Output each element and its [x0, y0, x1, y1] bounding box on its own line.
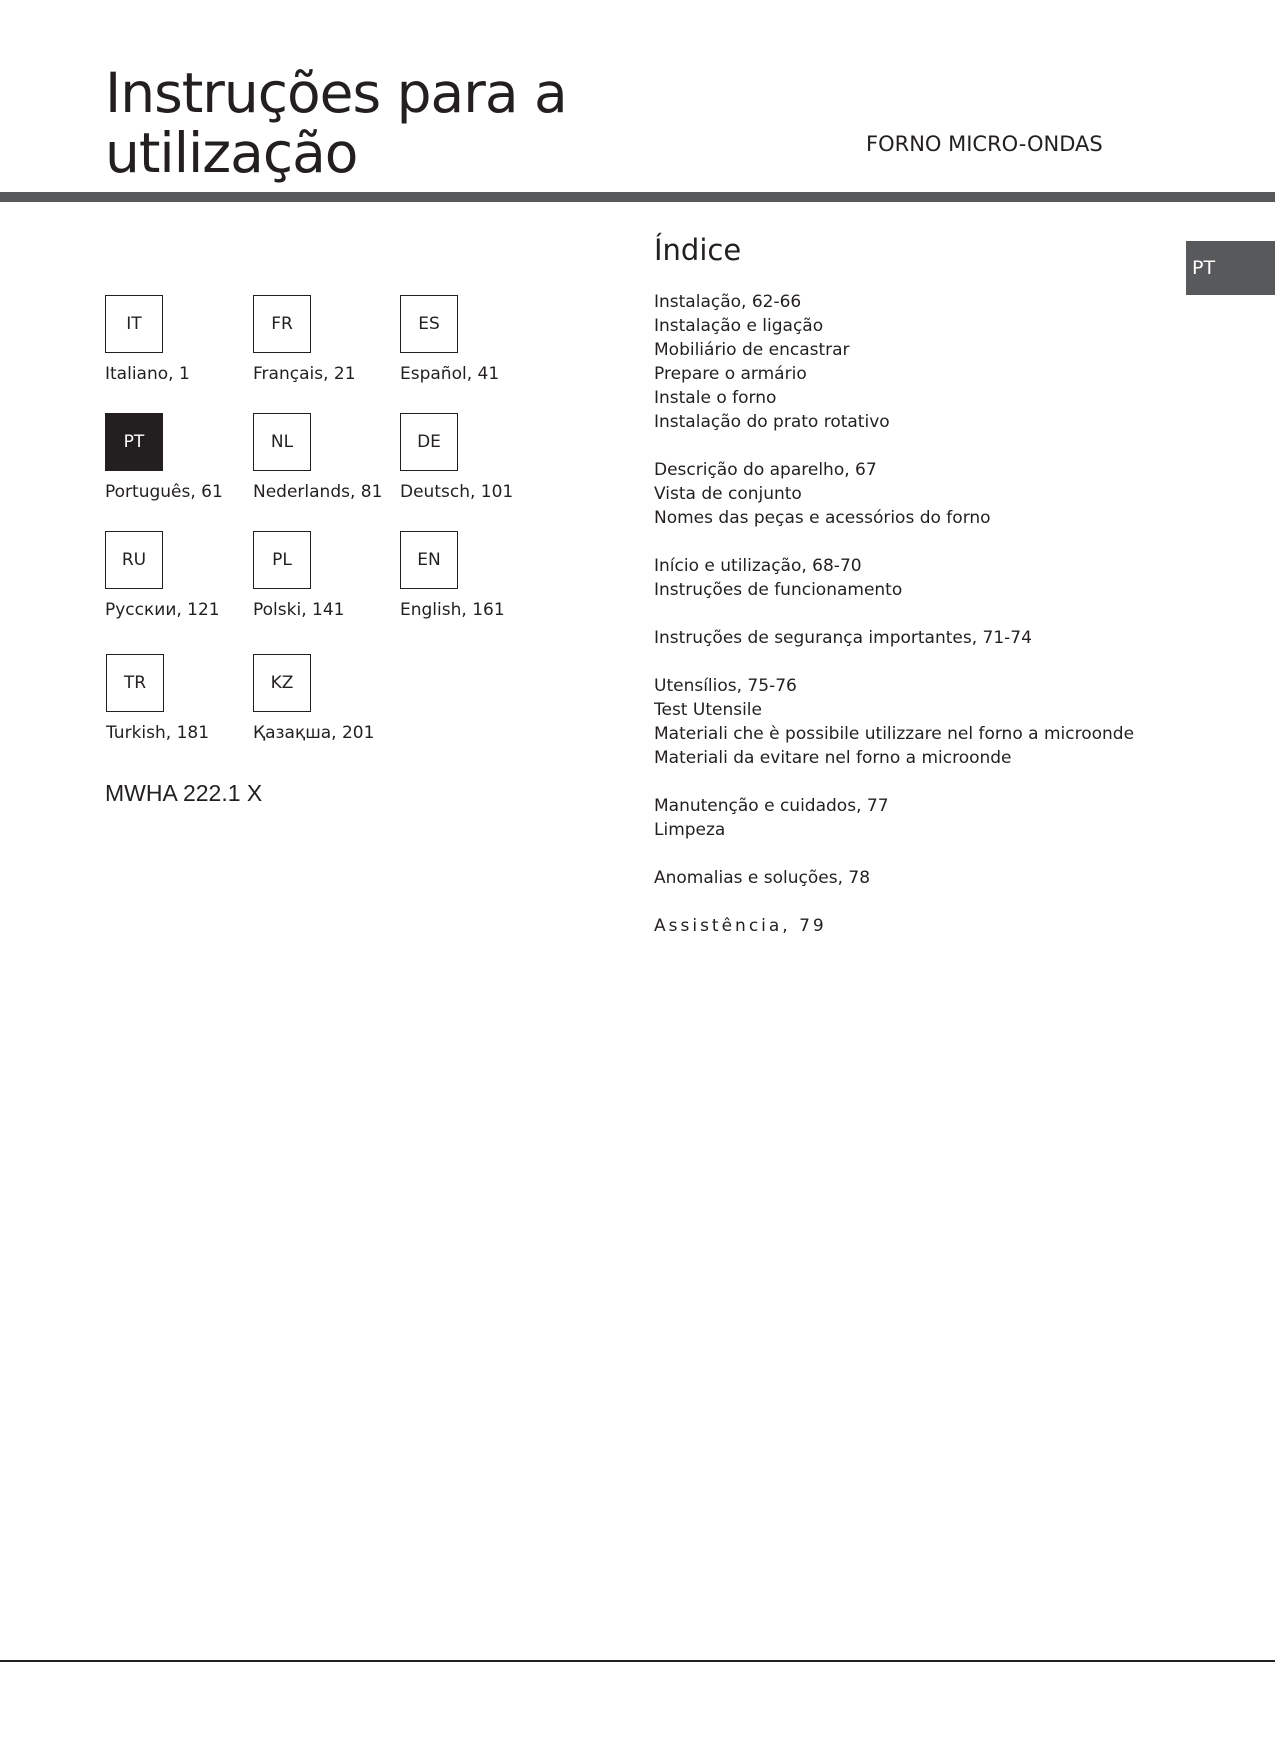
- toc-section-safety: [654, 626, 1214, 650]
- language-item-pl[interactable]: [253, 531, 403, 620]
- language-item-kz[interactable]: [253, 654, 403, 743]
- toc-entry[interactable]: Instalação e ligação: [654, 316, 824, 336]
- language-code-box[interactable]: PL: [253, 531, 311, 589]
- title-line-1: Instruções para a: [105, 61, 567, 125]
- table-of-contents: [654, 290, 1214, 962]
- language-tab: PT: [1186, 241, 1275, 295]
- language-code-box[interactable]: TR: [106, 654, 164, 712]
- language-item-it[interactable]: [105, 295, 255, 384]
- language-label[interactable]: Español, 41: [400, 364, 500, 384]
- language-label[interactable]: Русскии, 121: [105, 600, 220, 620]
- toc-section-description: [654, 458, 1214, 530]
- language-code-box-active[interactable]: PT: [105, 413, 163, 471]
- toc-section-assistance: [654, 914, 1214, 938]
- toc-section-utensils: [654, 674, 1214, 770]
- language-label[interactable]: Қазақша, 201: [253, 723, 375, 743]
- language-code-box[interactable]: DE: [400, 413, 458, 471]
- toc-entry[interactable]: Limpeza: [654, 820, 726, 840]
- toc-entry[interactable]: Assistência, 79: [654, 916, 827, 936]
- toc-section-maintenance: [654, 794, 1214, 842]
- toc-title: Índice: [654, 233, 742, 267]
- language-item-fr[interactable]: [253, 295, 403, 384]
- toc-entry[interactable]: Prepare o armário: [654, 364, 807, 384]
- language-item-nl[interactable]: [253, 413, 403, 502]
- language-code-box[interactable]: NL: [253, 413, 311, 471]
- toc-entry[interactable]: Instruções de segurança importantes, 71-74: [654, 628, 1032, 648]
- toc-entry[interactable]: Mobiliário de encastrar: [654, 340, 850, 360]
- language-item-es[interactable]: [400, 295, 550, 384]
- header-bar: [0, 192, 1275, 202]
- toc-entry[interactable]: Instalação, 62-66: [654, 292, 802, 312]
- language-label[interactable]: Italiano, 1: [105, 364, 190, 384]
- language-label[interactable]: Nederlands, 81: [253, 482, 383, 502]
- language-label[interactable]: Turkish, 181: [106, 723, 210, 743]
- language-label[interactable]: English, 161: [400, 600, 505, 620]
- toc-entry[interactable]: Instruções de funcionamento: [654, 580, 903, 600]
- toc-entry[interactable]: Descrição do aparelho, 67: [654, 460, 877, 480]
- language-code-box[interactable]: EN: [400, 531, 458, 589]
- language-item-pt[interactable]: [105, 413, 255, 502]
- toc-entry[interactable]: Materiali da evitare nel forno a microonde: [654, 748, 1012, 768]
- toc-entry[interactable]: Manutenção e cuidados, 77: [654, 796, 889, 816]
- language-item-en[interactable]: [400, 531, 550, 620]
- language-code-box[interactable]: ES: [400, 295, 458, 353]
- language-item-ru[interactable]: [105, 531, 255, 620]
- footer-rule: [0, 1660, 1275, 1662]
- language-code-box[interactable]: IT: [105, 295, 163, 353]
- language-label[interactable]: Polski, 141: [253, 600, 345, 620]
- toc-entry[interactable]: Materiali che è possibile utilizzare nel forno a microonde: [654, 724, 1135, 744]
- page-title: [105, 63, 567, 183]
- language-label[interactable]: Deutsch, 101: [400, 482, 514, 502]
- toc-section-start: [654, 554, 1214, 602]
- language-code-box[interactable]: KZ: [253, 654, 311, 712]
- toc-entry[interactable]: Utensílios, 75-76: [654, 676, 797, 696]
- toc-entry[interactable]: Nomes das peças e acessórios do forno: [654, 508, 991, 528]
- toc-section-troubleshooting: [654, 866, 1214, 890]
- product-name: FORNO MICRO-ONDAS: [866, 132, 1103, 156]
- toc-section-installation: [654, 290, 1214, 434]
- language-item-de[interactable]: [400, 413, 550, 502]
- toc-entry[interactable]: Test Utensile: [654, 700, 762, 720]
- title-line-2: utilização: [105, 121, 358, 185]
- language-item-tr[interactable]: [106, 654, 256, 743]
- language-label[interactable]: Français, 21: [253, 364, 356, 384]
- toc-entry[interactable]: Vista de conjunto: [654, 484, 802, 504]
- toc-entry[interactable]: Início e utilização, 68-70: [654, 556, 862, 576]
- toc-entry[interactable]: Anomalias e soluções, 78: [654, 868, 871, 888]
- language-code-box[interactable]: RU: [105, 531, 163, 589]
- language-label[interactable]: Português, 61: [105, 482, 223, 502]
- toc-entry[interactable]: Instalação do prato rotativo: [654, 412, 890, 432]
- toc-entry[interactable]: Instale o forno: [654, 388, 777, 408]
- model-number: MWHA 222.1 X: [105, 780, 263, 806]
- language-code-box[interactable]: FR: [253, 295, 311, 353]
